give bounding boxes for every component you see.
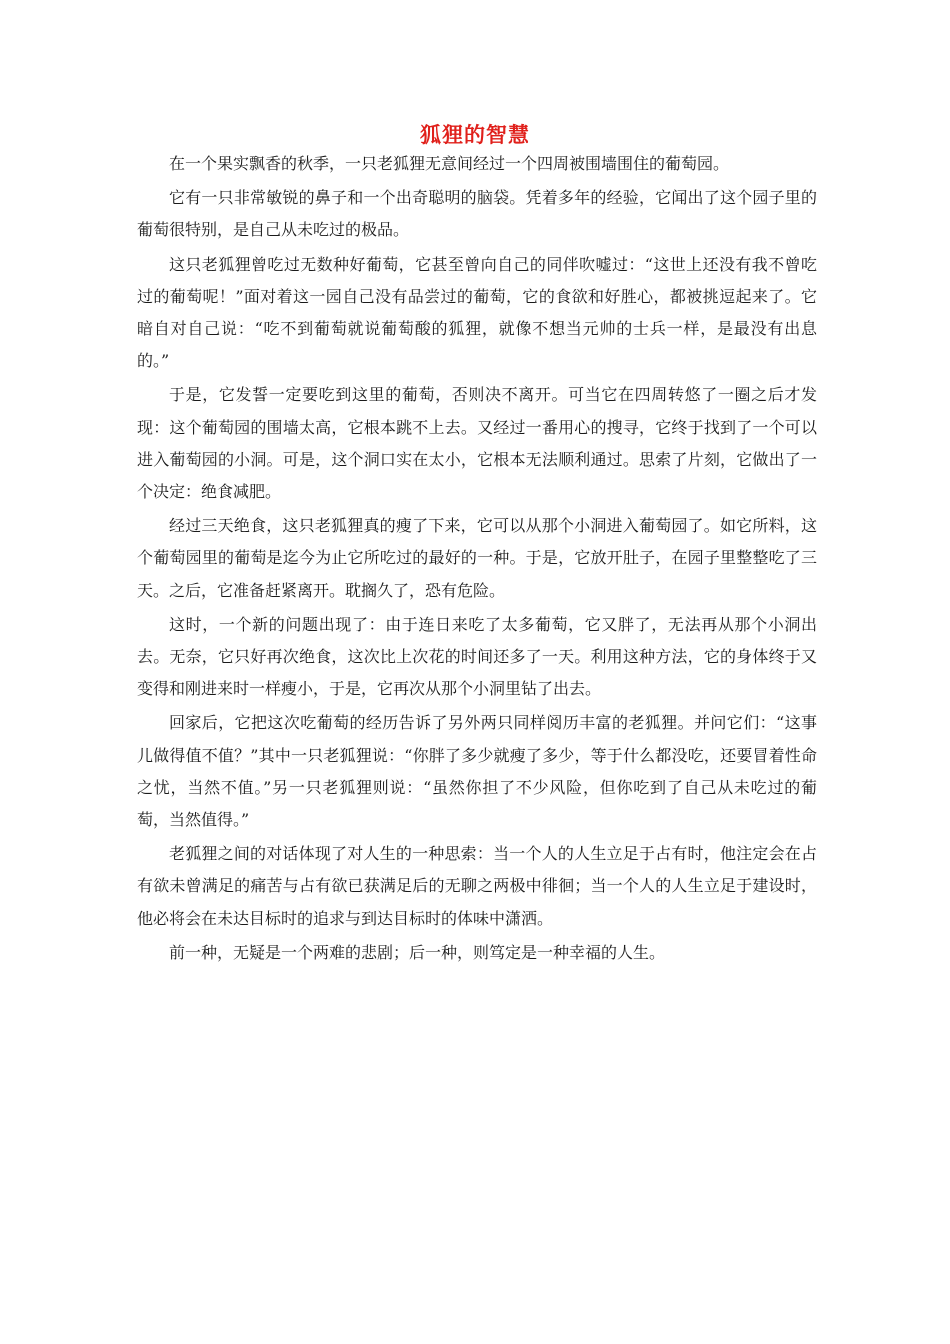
paragraph-4: 于是，它发誓一定要吃到这里的葡萄，否则决不离开。可当它在四周转悠了一圈之后才发现：这个葡萄园的围墙太高，它根本跳不上去。又经过一番用心的搜寻，它终于找到了一个可以进入葡萄园的小洞。可是，这个洞口实在太小，它根本无法顺利通过。思索了片刻，它做出了一个决定：绝食减肥。 — [137, 385, 817, 502]
article-body — [137, 148, 817, 971]
paragraph-7: 回家后，它把这次吃葡萄的经历告诉了另外两只同样阅历丰富的老狐狸。并问它们：“这事儿做得值不值？”其中一只老狐狸说：“你胖了多少就瘦了多少，等于什么都没吃，还要冒着性命之忧，当然不值。”另一只老狐狸则说：“虽然你担了不少风险，但你吃到了自己从未吃过的葡萄，当然值得。” — [137, 713, 817, 830]
paragraph-2: 它有一只非常敏锐的鼻子和一个出奇聪明的脑袋。凭着多年的经验，它闻出了这个园子里的葡萄很特别，是自己从未吃过的极品。 — [137, 188, 817, 240]
paragraph-8: 老狐狸之间的对话体现了对人生的一种思索：当一个人的人生立足于占有时，他注定会在占有欲未曾满足的痛苦与占有欲已获满足后的无聊之两极中徘徊；当一个人的人生立足于建设时，他必将会在未达目标时的追求与到达目标时的体味中潇洒。 — [137, 844, 817, 928]
paragraph-3: 这只老狐狸曾吃过无数种好葡萄，它甚至曾向自己的同伴吹嘘过：“这世上还没有我不曾吃过的葡萄呢！”面对着这一园自己没有品尝过的葡萄，它的食欲和好胜心，都被挑逗起来了。它暗自对自己说：“吃不到葡萄就说葡萄酸的狐狸，就像不想当元帅的士兵一样，是最没有出息的。” — [137, 254, 817, 371]
paragraph-9: 前一种，无疑是一个两难的悲剧；后一种，则笃定是一种幸福的人生。 — [169, 942, 666, 962]
paragraph-5: 经过三天绝食，这只老狐狸真的瘦了下来，它可以从那个小洞进入葡萄园了。如它所料，这个葡萄园里的葡萄是迄今为止它所吃过的最好的一种。于是，它放开肚子，在园子里整整吃了三天。之后，它准备赶紧离开。耽搁久了，恐有危险。 — [137, 516, 817, 600]
paragraph-6: 这时，一个新的问题出现了：由于连日来吃了太多葡萄，它又胖了，无法再从那个小洞出去。无奈，它只好再次绝食，这次比上次花的时间还多了一天。利用这种方法，它的身体终于又变得和刚进来时一样瘦小，于是，它再次从那个小洞里钻了出去。 — [137, 614, 817, 699]
paragraph-1: 在一个果实飘香的秋季，一只老狐狸无意间经过一个四周被围墙围住的葡萄园。 — [169, 154, 730, 173]
page-title: 狐狸的智慧 — [420, 123, 530, 147]
